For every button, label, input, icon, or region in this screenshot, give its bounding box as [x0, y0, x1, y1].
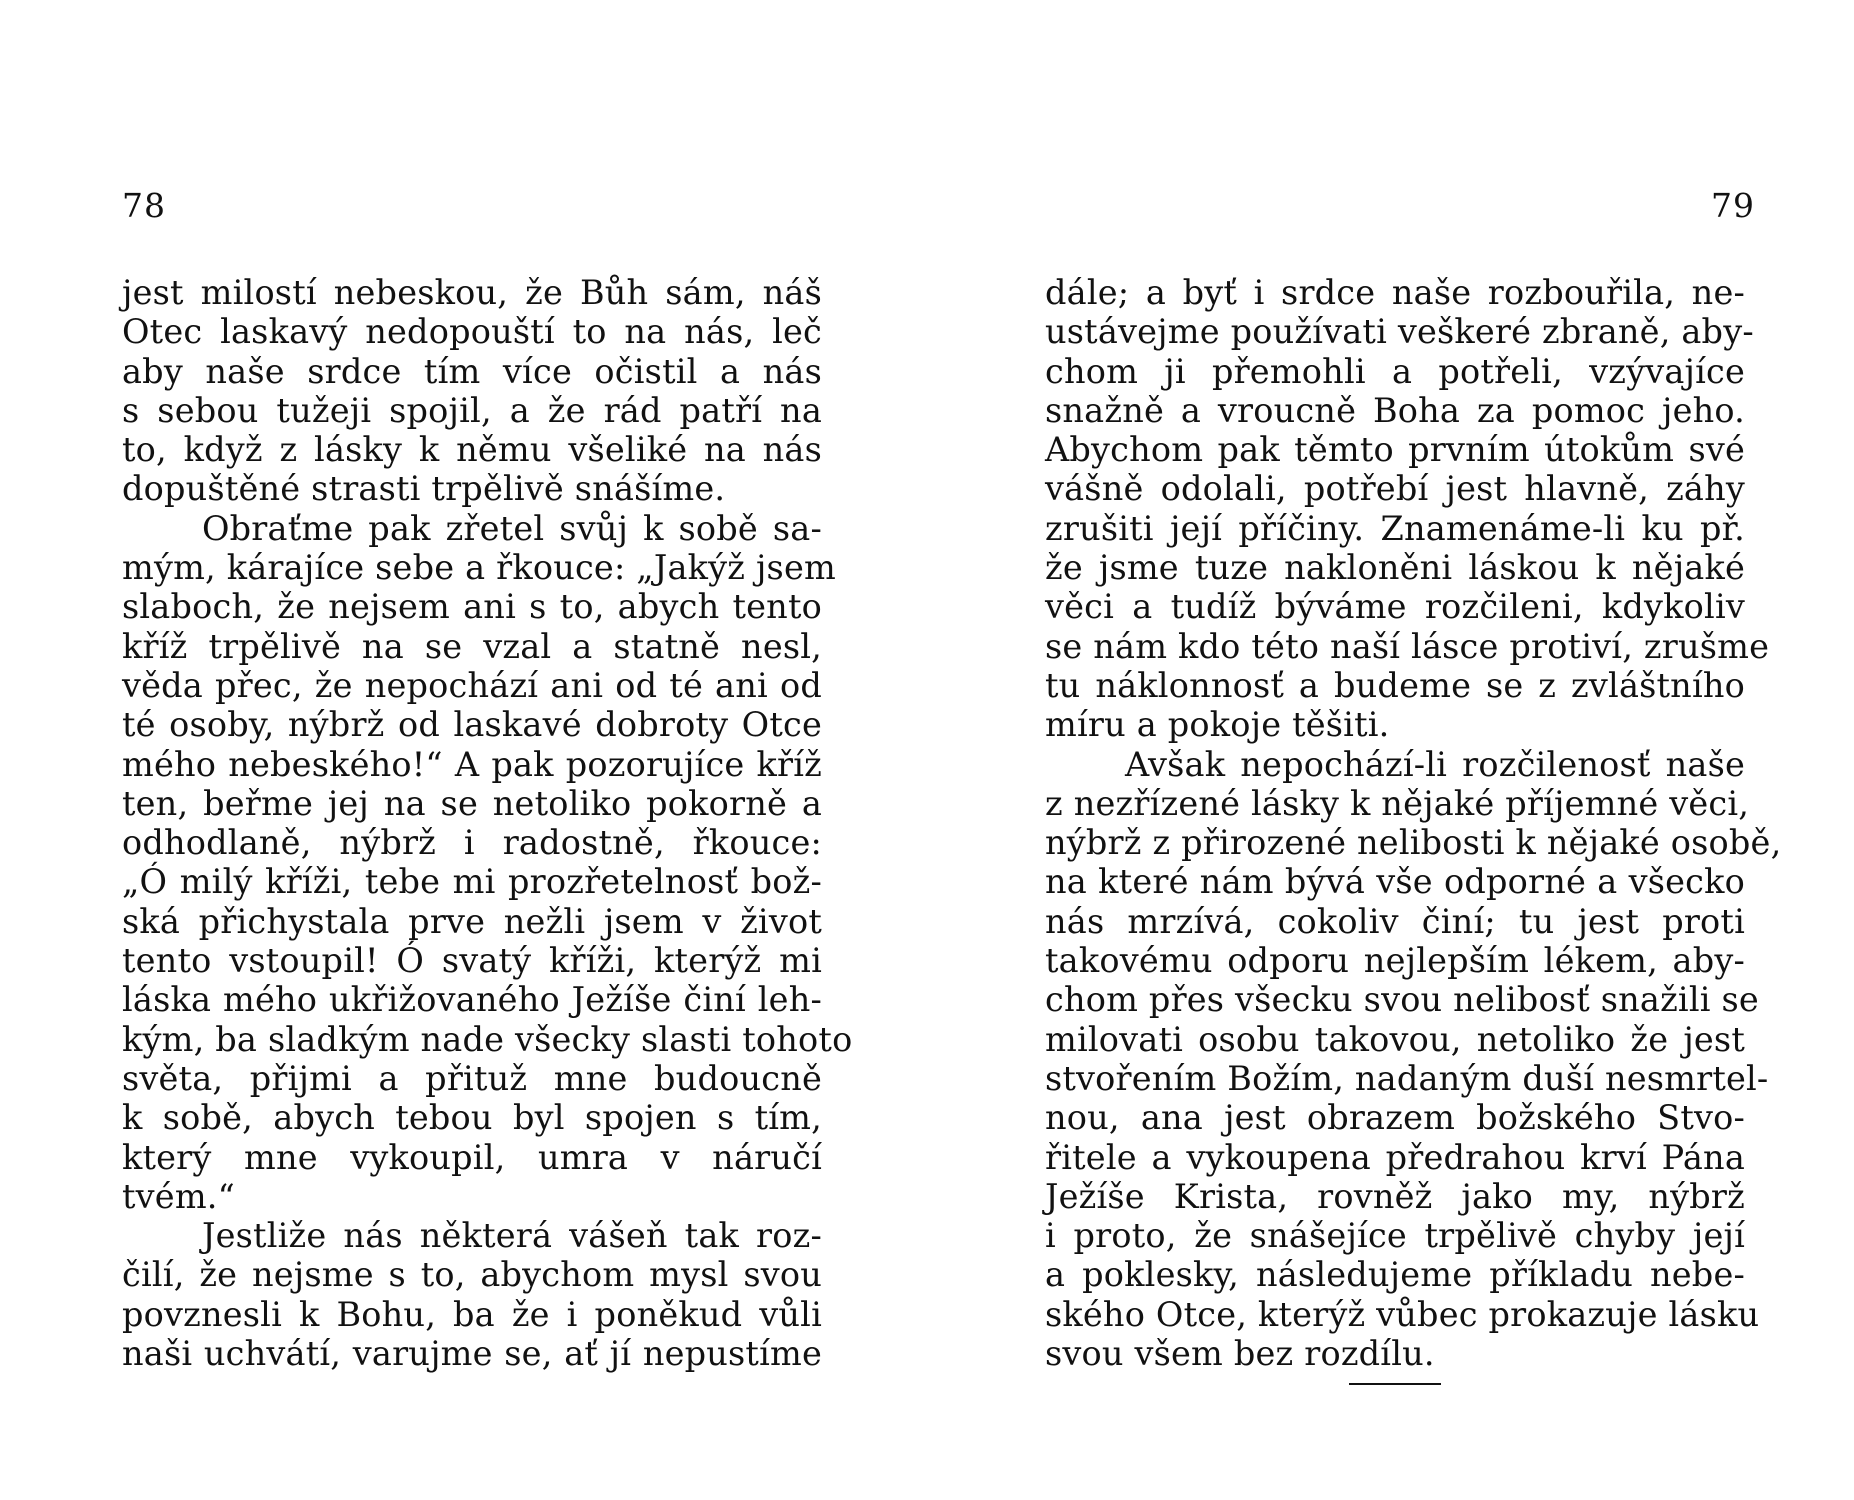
text-line: dopuštěné strasti trpělivě snášíme.: [122, 469, 726, 509]
text-line: „Ó milý kříži, tebe mi prozřetelnosť bož-: [122, 862, 822, 902]
text-line: mým, kárajíce sebe a řkouce: „Jakýž jsem: [122, 548, 836, 588]
text-line: čilí, že nejsme s to, abychom mysl svou: [122, 1255, 822, 1295]
text-line: věci a tudíž býváme rozčileni, kdykoliv: [1045, 587, 1745, 627]
text-line: Abychom pak těmto prvním útokům své: [1045, 430, 1745, 470]
text-line: dále; a byť i srdce naše rozbouřila, ne-: [1045, 273, 1745, 312]
text-line: světa, přijmi a přituž mne budoucně: [122, 1058, 822, 1098]
text-line: Otec laskavý nedopouští to na nás, leč: [122, 312, 822, 352]
left-page-text: [122, 273, 853, 1374]
right-page-number: 79: [1711, 186, 1755, 225]
text-line: Avšak nepochází-li rozčilenosť naše: [1125, 744, 1745, 784]
text-line: kým, ba sladkým nade všecky slasti tohoto: [122, 1019, 853, 1059]
text-line: tu náklonnosť a budeme se z zvláštního: [1045, 665, 1745, 705]
text-line: to, když z lásky k němu všeliké na nás: [122, 430, 822, 470]
text-line: té osoby, nýbrž od laskavé dobroty Otce: [122, 705, 822, 745]
text-line: ustávejme používati veškeré zbraně, aby-: [1045, 312, 1754, 352]
end-of-chapter-rule: [1349, 1383, 1441, 1385]
text-line: s sebou tužeji spojil, a že rád patří na: [122, 390, 822, 430]
text-line: tvém.“: [122, 1176, 235, 1216]
text-line: stvořením Božím, nadaným duší nesmrtel-: [1045, 1058, 1769, 1098]
text-line: vášně odolali, potřebí jest hlavně, záhy: [1045, 469, 1745, 509]
text-line: chom přes všecku svou nelibosť snažili se: [1045, 980, 1759, 1020]
text-line: nýbrž z přirozené nelibosti k nějaké osobě,: [1045, 823, 1782, 863]
text-line: takovému odporu nejlepším lékem, aby-: [1045, 941, 1745, 981]
text-line: jest milostí nebeskou, že Bůh sám, náš: [122, 273, 822, 312]
text-line: z nezřízené lásky k nějaké příjemné věci,: [1045, 783, 1750, 823]
text-line: milovati osobu takovou, netoliko že jest: [1045, 1019, 1745, 1059]
text-line: kříž trpělivě na se vzal a statně nesl,: [122, 626, 822, 666]
left-page-number: 78: [122, 186, 166, 225]
text-line: ská přichystala prve nežli jsem v život: [122, 901, 822, 941]
text-line: ského Otce, kterýž vůbec prokazuje lásku: [1045, 1294, 1760, 1334]
text-line: povznesli k Bohu, ba že i poněkud vůli: [122, 1294, 822, 1334]
text-line: že jsme tuze nakloněni láskou k nějaké: [1045, 548, 1745, 588]
text-line: který mne vykoupil, umra v náručí: [122, 1137, 822, 1177]
text-line: ten, beřme jej na se netoliko pokorně a: [122, 783, 822, 823]
text-line: slaboch, že nejsem ani s to, abych tento: [122, 587, 822, 627]
text-line: chom ji přemohli a potřeli, vzývajíce: [1045, 351, 1745, 391]
right-page-text: [1045, 273, 1782, 1374]
text-line: se nám kdo této naší lásce protiví, zrušme: [1045, 626, 1770, 666]
text-line: aby naše srdce tím více očistil a nás: [122, 351, 822, 391]
text-line: svou všem bez rozdílu.: [1045, 1334, 1435, 1374]
text-line: Jestliže nás některá vášeň tak roz-: [202, 1216, 822, 1256]
text-line: zrušiti její příčiny. Znamenáme-li ku př.: [1045, 508, 1745, 548]
text-line: na které nám bývá vše odporné a všecko: [1045, 862, 1745, 902]
text-line: Obraťme pak zřetel svůj k sobě sa-: [202, 508, 822, 548]
text-line: snažně a vroucně Boha za pomoc jeho.: [1045, 390, 1745, 430]
text-line: láska mého ukřižovaného Ježíše činí leh-: [122, 980, 822, 1020]
text-line: řitele a vykoupena předrahou krví Pána: [1045, 1137, 1745, 1177]
text-line: odhodlaně, nýbrž i radostně, řkouce:: [122, 823, 822, 863]
text-line: míru a pokoje těšiti.: [1045, 705, 1390, 745]
text-line: k sobě, abych tebou byl spojen s tím,: [122, 1098, 822, 1138]
text-line: nou, ana jest obrazem božského Stvo-: [1045, 1098, 1745, 1138]
text-line: naši uchvátí, varujme se, ať jí nepustíme: [122, 1334, 822, 1374]
text-line: tento vstoupil! Ó svatý kříži, kterýž mi: [122, 941, 822, 981]
text-line: i proto, že snášejíce trpělivě chyby její: [1045, 1216, 1745, 1256]
text-line: věda přec, že nepochází ani od té ani od: [122, 665, 822, 705]
text-line: a poklesky, následujeme příkladu nebe-: [1045, 1255, 1745, 1295]
text-line: Ježíše Krista, rovněž jako my, nýbrž: [1045, 1176, 1745, 1216]
text-line: mého nebeského!“ A pak pozorujíce kříž: [122, 744, 822, 784]
text-line: nás mrzívá, cokoliv činí; tu jest proti: [1045, 901, 1745, 941]
